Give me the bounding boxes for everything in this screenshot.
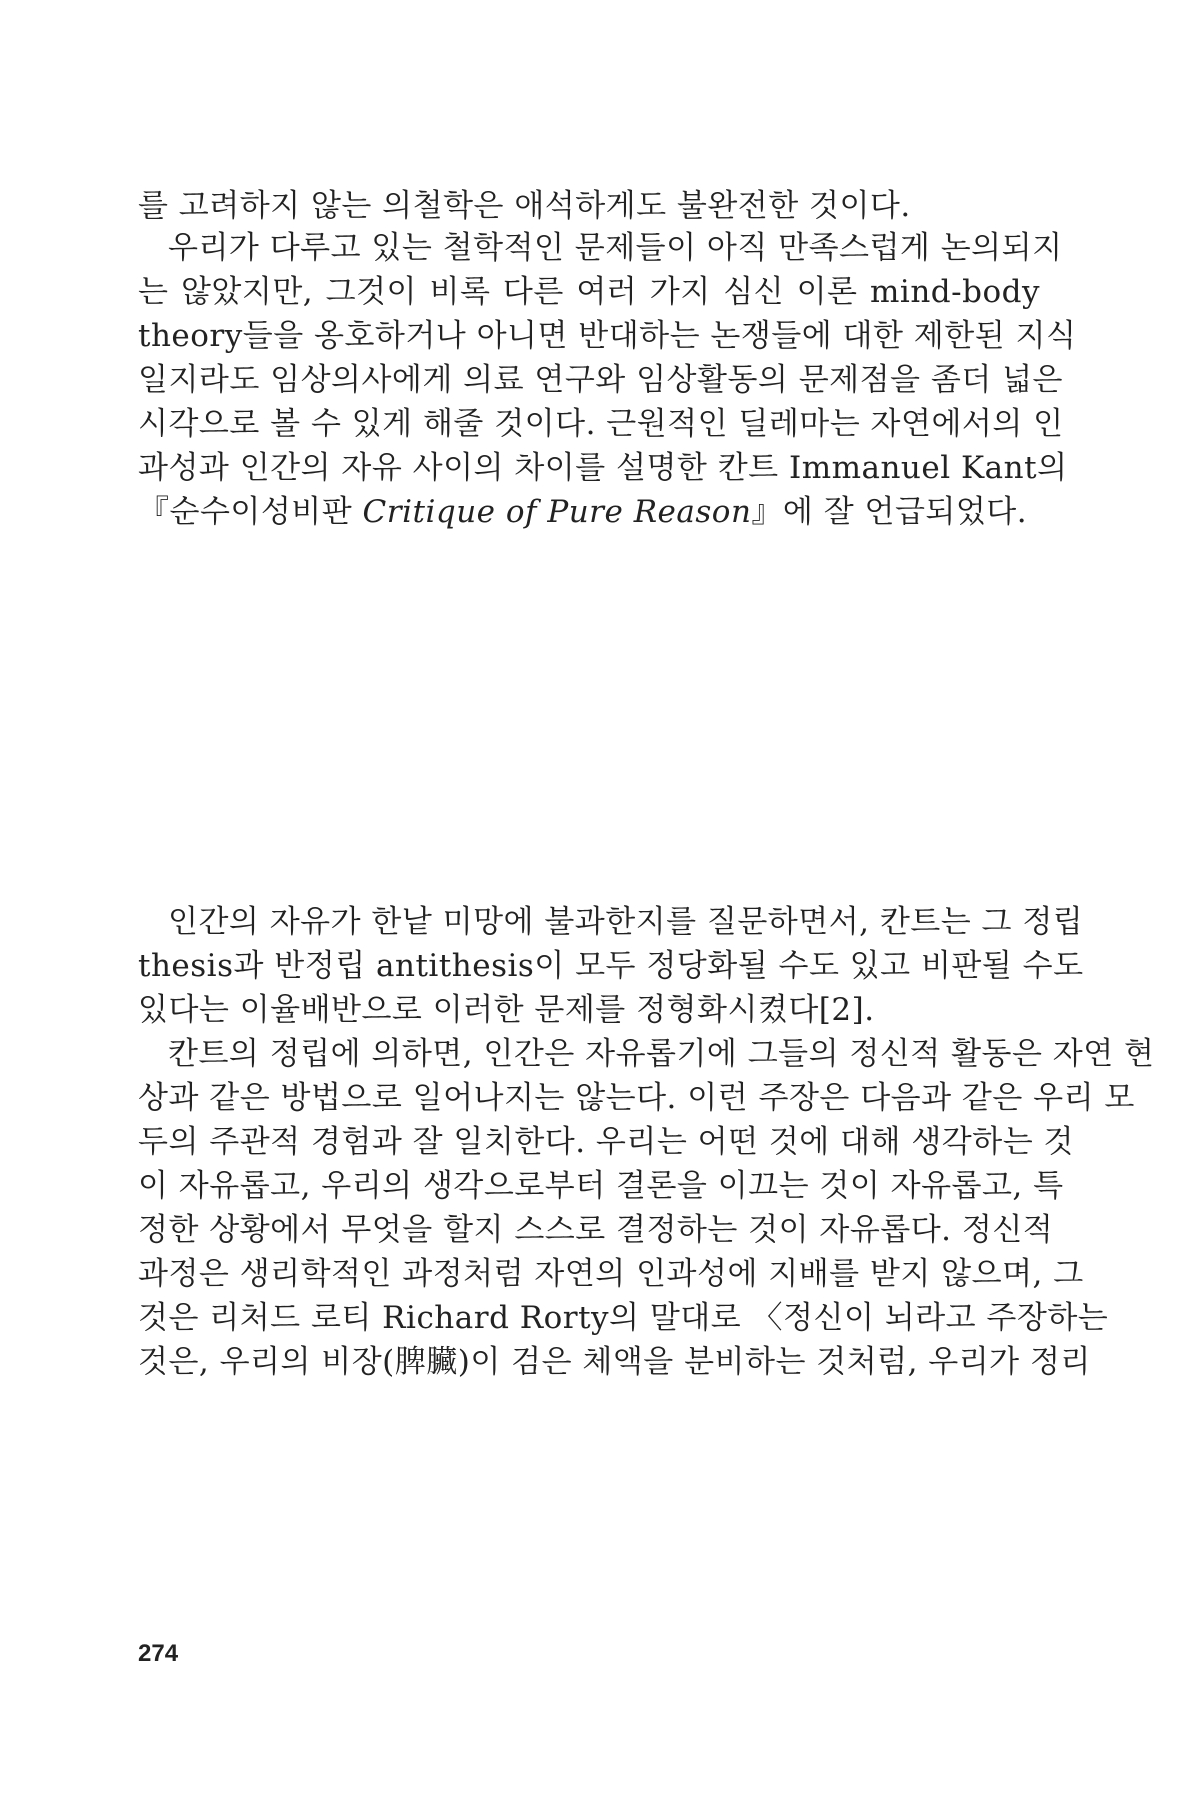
text-line: 칸트의 정립에 의하면, 인간은 자유롭기에 그들의 정신적 활동은 자연 현 bbox=[168, 1036, 1155, 1072]
text-line: 두의 주관적 경험과 잘 일치한다. 우리는 어떤 것에 대해 생각하는 것 bbox=[138, 1124, 1074, 1160]
text-line: 일지라도 임상의사에게 의료 연구와 임상활동의 문제점을 좀더 넓은 bbox=[138, 362, 1063, 398]
text-line: theory들을 옹호하거나 아니면 반대하는 논쟁들에 대한 제한된 지식 bbox=[138, 318, 1077, 354]
text-line: 과성과 인간의 자유 사이의 차이를 설명한 칸트 Immanuel Kant의 bbox=[138, 450, 1068, 486]
text-line: thesis과 반정립 antithesis이 모두 정당화될 수도 있고 비판될 수도 bbox=[138, 948, 1084, 984]
text-line: 를 고려하지 않는 의철학은 애석하게도 불완전한 것이다. bbox=[138, 188, 911, 224]
text-fragment: 』에 잘 언급되었다. bbox=[751, 494, 1028, 530]
text-line: 인간의 자유가 한낱 미망에 불과한지를 질문하면서, 칸트는 그 정립 bbox=[168, 904, 1084, 940]
text-line: 것은 리처드 로티 Richard Rorty의 말대로 〈정신이 뇌라고 주장하는 bbox=[138, 1300, 1109, 1336]
text-line: 시각으로 볼 수 있게 해줄 것이다. 근원적인 딜레마는 자연에서의 인 bbox=[138, 406, 1064, 442]
text-fragment: 『순수이성비판 bbox=[138, 494, 363, 530]
text-line: 것은, 우리의 비장(脾臟)이 검은 체액을 분비하는 것처럼, 우리가 정리 bbox=[138, 1344, 1091, 1380]
text-line bbox=[138, 492, 1040, 532]
text-line: 과정은 생리학적인 과정처럼 자연의 인과성에 지배를 받지 않으며, 그 bbox=[138, 1256, 1084, 1292]
text-line: 는 않았지만, 그것이 비록 다른 여러 가지 심신 이론 mind-body bbox=[138, 274, 1040, 310]
page-number: 274 bbox=[138, 1640, 179, 1667]
text-line: 정한 상황에서 무엇을 할지 스스로 결정하는 것이 자유롭다. 정신적 bbox=[138, 1212, 1054, 1248]
text-line: 이 자유롭고, 우리의 생각으로부터 결론을 이끄는 것이 자유롭고, 특 bbox=[138, 1168, 1064, 1204]
text-line: 우리가 다루고 있는 철학적인 문제들이 아직 만족스럽게 논의되지 bbox=[168, 230, 1063, 266]
text-line: 상과 같은 방법으로 일어나지는 않는다. 이런 주장은 다음과 같은 우리 모 bbox=[138, 1080, 1135, 1116]
book-title: Critique of Pure Reason bbox=[362, 494, 752, 530]
text-line: 있다는 이율배반으로 이러한 문제를 정형화시켰다[2]. bbox=[138, 992, 875, 1028]
